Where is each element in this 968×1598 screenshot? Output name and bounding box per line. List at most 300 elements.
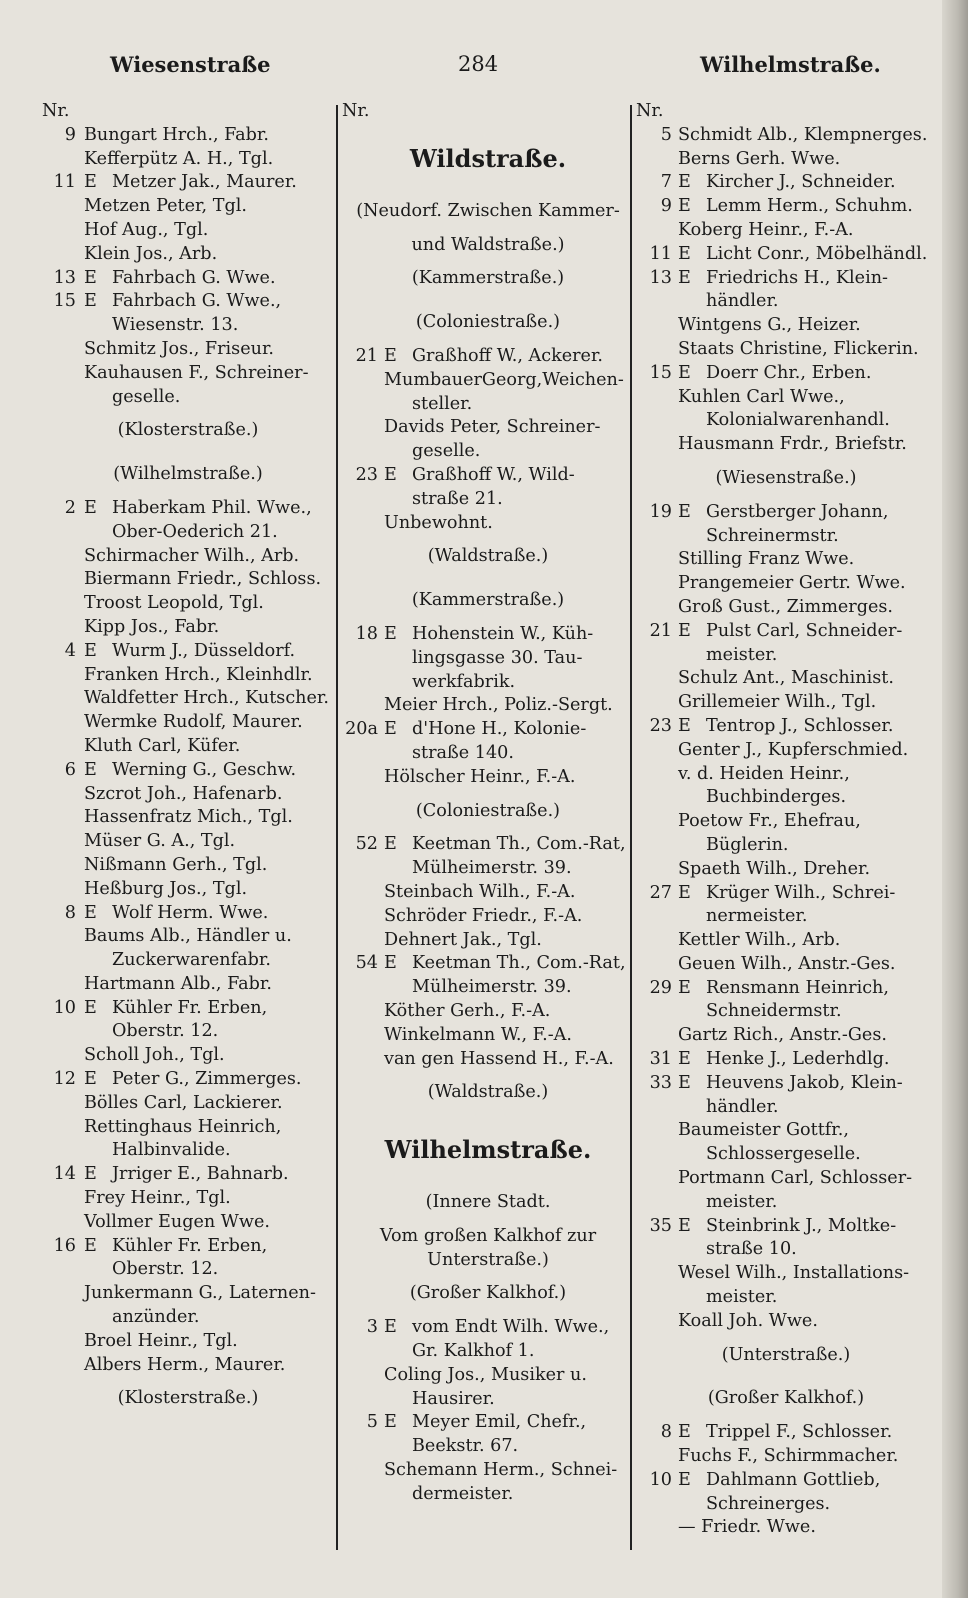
owner-mark: E (678, 1422, 691, 1443)
resident-name: d'Hone H., Kolonie- (412, 719, 587, 740)
resident-name: Wintgens G., Heizer. (678, 315, 861, 336)
resident-entry (636, 691, 936, 715)
house-number: 15 (53, 291, 76, 312)
resident-name: Berns Gerh. Wwe. (678, 148, 841, 169)
continuation-text: Halbinvalide. (112, 1140, 231, 1161)
resident-name: Peter G., Zimmerges. (112, 1069, 302, 1090)
resident-name: Koall Joh. Wwe. (678, 1310, 818, 1331)
resident-name: Schmidt Alb., Klempnerges. (678, 124, 928, 145)
continuation-text: Kolonialwarenhandl. (706, 410, 890, 431)
resident-entry (42, 362, 334, 386)
owner-mark: E (84, 267, 97, 288)
resident-name: Koberg Heinr., F.-A. (678, 219, 854, 240)
resident-name: van gen Hassend H., F.-A. (384, 1048, 614, 1069)
owner-mark: E (678, 1049, 691, 1070)
resident-entry (636, 1167, 936, 1191)
entry-continuation (636, 1191, 936, 1215)
resident-entry (42, 338, 334, 362)
owner-mark: E (84, 1069, 97, 1090)
continuation-text: anzünder. (112, 1307, 200, 1328)
owner-mark: E (678, 977, 691, 998)
resident-name: Vollmer Eugen Wwe. (84, 1211, 270, 1232)
continuation-text: Schreinermstr. (706, 525, 839, 546)
house-entry (42, 124, 334, 148)
continuation-text: dermeister. (412, 1483, 514, 1504)
resident-name: Prangemeier Gertr. Wwe. (678, 573, 906, 594)
house-entry (42, 1068, 334, 1092)
continuation-text: Wiesenstr. 13. (112, 315, 239, 336)
house-entry (42, 902, 334, 926)
owner-mark: E (384, 623, 397, 644)
house-number: 8 (660, 1422, 672, 1443)
resident-name: Kefferpütz A. H., Tgl. (84, 148, 274, 169)
continuation-text: Zuckerwarenfabr. (112, 950, 271, 971)
entry-continuation (342, 976, 634, 1000)
resident-entry (636, 929, 936, 953)
nr-label: Nr. (342, 101, 370, 121)
house-entry (42, 1163, 334, 1187)
continuation-text: Schlossergeselle. (706, 1144, 861, 1165)
house-number: 33 (649, 1072, 672, 1093)
resident-entry (636, 763, 936, 787)
house-entry (42, 290, 334, 314)
entry-continuation (636, 525, 936, 549)
house-number: 27 (649, 882, 672, 903)
resident-name: Spaeth Wilh., Dreher. (678, 858, 871, 879)
resident-name: Wurm J., Düsseldorf. (112, 640, 296, 661)
resident-entry (636, 338, 936, 362)
resident-name: Genter J., Kupferschmied. (678, 739, 909, 760)
resident-entry (636, 572, 936, 596)
entry-continuation (342, 1388, 634, 1412)
resident-name: Staats Christine, Flickerin. (678, 338, 919, 359)
entry-continuation (42, 314, 334, 338)
resident-name: Henke J., Lederhdlg. (706, 1049, 890, 1070)
entry-continuation (342, 857, 634, 881)
resident-entry (42, 711, 334, 735)
street-title: Wilhelmstraße. (384, 1135, 592, 1165)
resident-entry (42, 243, 334, 267)
resident-entry (42, 878, 334, 902)
house-number: 23 (649, 715, 672, 736)
owner-mark: E (678, 715, 691, 736)
house-entry (636, 124, 936, 148)
resident-entry (42, 830, 334, 854)
resident-name: Waldfetter Hrch., Kutscher. (84, 688, 329, 709)
resident-entry (42, 783, 334, 807)
entry-continuation (636, 1238, 936, 1262)
page-edge (942, 0, 968, 1598)
resident-entry (342, 416, 634, 440)
resident-entry (342, 1000, 634, 1024)
owner-mark: E (678, 243, 691, 264)
resident-entry (636, 1310, 936, 1334)
owner-mark: E (678, 362, 691, 383)
house-entry (342, 464, 634, 488)
resident-entry (342, 1024, 634, 1048)
resident-name: Albers Herm., Maurer. (84, 1354, 286, 1375)
resident-entry (42, 735, 334, 759)
resident-name: Meyer Emil, Chefr., (412, 1412, 587, 1433)
resident-name: Kuhlen Carl Wwe., (678, 386, 845, 407)
resident-name: Krüger Wilh., Schrei- (706, 882, 896, 903)
owner-mark: E (384, 834, 397, 855)
entry-continuation (342, 440, 634, 464)
resident-name: Hartmann Alb., Fabr. (84, 973, 272, 994)
owner-mark: E (84, 291, 97, 312)
resident-name: Metzer Jak., Maurer. (112, 172, 297, 193)
resident-name: Geuen Wilh., Anstr.-Ges. (678, 953, 896, 974)
house-entry (42, 267, 334, 291)
resident-entry (636, 1262, 936, 1286)
house-entry (42, 640, 334, 664)
resident-entry (42, 687, 334, 711)
resident-name: Gerstberger Johann, (706, 501, 889, 522)
resident-entry (42, 854, 334, 878)
owner-mark: E (384, 953, 397, 974)
resident-name: Kauhausen F., Schreiner- (84, 362, 309, 383)
house-entry (636, 1072, 936, 1096)
resident-name: Heuvens Jakob, Klein- (706, 1072, 903, 1093)
owner-mark: E (678, 267, 691, 288)
house-number: 35 (649, 1215, 672, 1236)
resident-name: Doerr Chr., Erben. (706, 362, 872, 383)
resident-entry (636, 596, 936, 620)
resident-entry (42, 1354, 334, 1378)
resident-entry (42, 1092, 334, 1116)
resident-entry (42, 592, 334, 616)
house-entry (342, 345, 634, 369)
house-number: 54 (355, 953, 378, 974)
resident-entry (42, 616, 334, 640)
resident-name: Schröder Friedr., F.-A. (384, 905, 583, 926)
resident-entry (42, 806, 334, 830)
owner-mark: E (678, 1469, 691, 1490)
resident-name: Fahrbach G. Wwe. (112, 267, 276, 288)
cross-street: (Neudorf. Zwischen Kammer- (356, 200, 620, 221)
entry-continuation (636, 409, 936, 433)
entry-continuation (42, 949, 334, 973)
continuation-text: händler. (706, 291, 779, 312)
resident-name: Graßhoff W., Wild- (412, 464, 575, 485)
resident-name: Friedrichs H., Klein- (706, 267, 888, 288)
owner-mark: E (84, 759, 97, 780)
resident-entry (342, 369, 634, 393)
continuation-text: meister. (706, 1287, 778, 1308)
resident-entry (342, 694, 634, 718)
house-entry (636, 362, 936, 386)
owner-mark: E (384, 1412, 397, 1433)
house-entry (636, 267, 936, 291)
cross-street: (Klosterstraße.) (117, 1388, 259, 1409)
entry-continuation (636, 786, 936, 810)
entry-continuation (342, 1340, 634, 1364)
house-number: 13 (649, 267, 672, 288)
house-entry (636, 1215, 936, 1239)
resident-entry (42, 545, 334, 569)
resident-name: Grillemeier Wilh., Tgl. (678, 692, 877, 713)
house-number: 23 (355, 464, 378, 485)
owner-mark: E (678, 882, 691, 903)
house-entry (636, 1421, 936, 1445)
house-number: 9 (660, 196, 672, 217)
resident-entry (636, 433, 936, 457)
owner-mark: E (84, 1164, 97, 1185)
resident-name: Metzen Peter, Tgl. (84, 196, 247, 217)
resident-entry (342, 1364, 634, 1388)
resident-entry (42, 1330, 334, 1354)
resident-name: Nißmann Gerh., Tgl. (84, 854, 268, 875)
house-entry (636, 1469, 936, 1493)
resident-name: Kühler Fr. Erben, (112, 997, 268, 1018)
cross-street: (Großer Kalkhof.) (409, 1283, 567, 1304)
continuation-text: Gr. Kalkhof 1. (412, 1341, 535, 1362)
entry-continuation (342, 1483, 634, 1507)
house-number: 10 (53, 997, 76, 1018)
resident-name: Keetman Th., Com.-Rat, (412, 953, 626, 974)
house-entry (342, 1316, 634, 1340)
resident-name: Schirmacher Wilh., Arb. (84, 545, 300, 566)
resident-name: Keetman Th., Com.-Rat, (412, 834, 626, 855)
entry-continuation (636, 1286, 936, 1310)
page-number: 284 (458, 52, 499, 76)
resident-name: Portmann Carl, Schlosser- (678, 1168, 913, 1189)
continuation-text: geselle. (412, 441, 481, 462)
house-entry (342, 1411, 634, 1435)
house-number: 20a (345, 719, 378, 740)
column-3 (636, 100, 936, 1540)
cross-street: (Unterstraße.) (721, 1344, 851, 1365)
nr-label: Nr. (636, 101, 664, 121)
owner-mark: E (84, 497, 97, 518)
house-entry (636, 195, 936, 219)
resident-name: Fahrbach G. Wwe., (112, 291, 282, 312)
resident-entry (342, 1048, 634, 1072)
owner-mark: E (678, 501, 691, 522)
owner-mark: E (84, 997, 97, 1018)
resident-name: Hausmann Frdr., Briefstr. (678, 434, 907, 455)
resident-name: Gartz Rich., Anstr.-Ges. (678, 1025, 887, 1046)
house-number: 5 (366, 1412, 378, 1433)
resident-name: Dehnert Jak., Tgl. (384, 929, 542, 950)
continuation-text: straße 21. (412, 488, 503, 509)
house-number: 7 (660, 172, 672, 193)
continuation-text: Beekstr. 67. (412, 1436, 519, 1457)
entry-continuation (342, 671, 634, 695)
resident-entry (42, 1211, 334, 1235)
cross-street: (Coloniestraße.) (415, 800, 561, 821)
section-note: Vom großen Kalkhof zur (379, 1225, 597, 1246)
cross-street: (Waldstraße.) (427, 1082, 549, 1103)
entry-continuation (636, 1000, 936, 1024)
continuation-text: Buchbinderges. (706, 787, 847, 808)
resident-entry (42, 1187, 334, 1211)
resident-name: Wesel Wilh., Installations- (678, 1263, 910, 1284)
resident-name: Groß Gust., Zimmerges. (678, 596, 893, 617)
resident-name: Kluth Carl, Küfer. (84, 735, 241, 756)
owner-mark: E (84, 640, 97, 661)
entry-continuation (42, 1020, 334, 1044)
house-number: 10 (649, 1469, 672, 1490)
continuation-text: meister. (706, 644, 778, 665)
owner-mark: E (678, 1072, 691, 1093)
house-number: 52 (355, 834, 378, 855)
resident-entry (636, 1516, 936, 1540)
house-number: 6 (64, 759, 76, 780)
entry-continuation (636, 905, 936, 929)
house-entry (636, 171, 936, 195)
house-entry (342, 623, 634, 647)
resident-name: Hölscher Heinr., F.-A. (384, 766, 576, 787)
resident-name: Heßburg Jos., Tgl. (84, 878, 248, 899)
resident-name: Coling Jos., Musiker u. (384, 1364, 587, 1385)
entry-continuation (42, 1139, 334, 1163)
house-entry (342, 833, 634, 857)
resident-entry (636, 1119, 936, 1143)
column-label (636, 100, 936, 124)
entry-continuation (636, 644, 936, 668)
resident-name: Haberkam Phil. Wwe., (112, 497, 312, 518)
resident-entry (42, 148, 334, 172)
resident-entry (636, 386, 936, 410)
entry-continuation (636, 1143, 936, 1167)
resident-name: Wermke Rudolf, Maurer. (84, 712, 303, 733)
resident-name: Hohenstein W., Küh- (412, 623, 594, 644)
resident-name: Stilling Franz Wwe. (678, 549, 855, 570)
continuation-text: händler. (706, 1096, 779, 1117)
house-number: 19 (649, 501, 672, 522)
continuation-text: steller. (412, 393, 473, 414)
house-number: 15 (649, 362, 672, 383)
resident-name: Franken Hrch., Kleinhdlr. (84, 664, 313, 685)
cross-street: (Klosterstraße.) (117, 420, 259, 441)
entry-continuation (342, 742, 634, 766)
house-number: 21 (355, 345, 378, 366)
resident-name: Hof Aug., Tgl. (84, 219, 209, 240)
owner-mark: E (384, 464, 397, 485)
cross-street: (Wiesenstraße.) (715, 467, 857, 488)
resident-name: Winkelmann W., F.-A. (384, 1024, 572, 1045)
resident-entry (342, 929, 634, 953)
resident-entry (636, 810, 936, 834)
resident-entry (42, 664, 334, 688)
street-title: Wildstraße. (409, 143, 567, 173)
column-2 (342, 100, 634, 1507)
resident-name: vom Endt Wilh. Wwe., (412, 1317, 610, 1338)
continuation-text: Mülheimerstr. 39. (412, 977, 572, 998)
continuation-text: Oberstr. 12. (112, 1259, 219, 1280)
resident-entry (42, 973, 334, 997)
resident-name: — Friedr. Wwe. (678, 1517, 816, 1538)
resident-entry (42, 925, 334, 949)
house-number: 12 (53, 1069, 76, 1090)
resident-entry (636, 1445, 936, 1469)
entry-continuation (42, 386, 334, 410)
resident-name: Unbewohnt. (384, 512, 493, 533)
resident-name: Kircher J., Schneider. (706, 172, 896, 193)
resident-entry (636, 548, 936, 572)
house-number: 5 (660, 124, 672, 145)
resident-entry (342, 881, 634, 905)
resident-name: Baumeister Gottfr., (678, 1120, 849, 1141)
house-entry (636, 620, 936, 644)
nr-label: Nr. (42, 101, 70, 121)
resident-name: MumbauerGeorg,Weichen- (384, 369, 624, 390)
owner-mark: E (84, 172, 97, 193)
entry-continuation (42, 1258, 334, 1282)
resident-name: Szcrot Joh., Hafenarb. (84, 783, 283, 804)
continuation-text: lingsgasse 30. Tau- (412, 647, 583, 668)
resident-name: Schmitz Jos., Friseur. (84, 338, 275, 359)
continuation-text: Mülheimerstr. 39. (412, 858, 572, 879)
page-header (0, 52, 940, 92)
running-head-right: Wilhelmstraße. (700, 52, 881, 77)
cross-street: (Kammerstraße.) (411, 590, 565, 611)
owner-mark: E (384, 719, 397, 740)
resident-entry (636, 667, 936, 691)
house-number: 4 (64, 640, 76, 661)
owner-mark: E (384, 1317, 397, 1338)
continuation-text: Schneidermstr. (706, 1001, 842, 1022)
house-entry (42, 1235, 334, 1259)
house-number: 11 (53, 172, 76, 193)
resident-name: Frey Heinr., Tgl. (84, 1188, 231, 1209)
resident-name: Wolf Herm. Wwe. (112, 902, 269, 923)
resident-name: Steinbrink J., Moltke- (706, 1215, 897, 1236)
resident-name: Poetow Fr., Ehefrau, (678, 811, 861, 832)
resident-entry (636, 739, 936, 763)
column-label (342, 100, 634, 124)
continuation-text: nermeister. (706, 906, 808, 927)
house-entry (342, 952, 634, 976)
owner-mark: E (384, 345, 397, 366)
continuation-text: geselle. (112, 386, 181, 407)
resident-entry (636, 1024, 936, 1048)
resident-name: Werning G., Geschw. (112, 759, 297, 780)
continuation-text: werkfabrik. (412, 671, 516, 692)
resident-name: Fuchs F., Schirmmacher. (678, 1446, 899, 1467)
resident-name: Pulst Carl, Schneider- (706, 620, 903, 641)
resident-name: Steinbach Wilh., F.-A. (384, 881, 576, 902)
resident-entry (42, 568, 334, 592)
owner-mark: E (678, 620, 691, 641)
house-number: 31 (649, 1049, 672, 1070)
resident-name: Kettler Wilh., Arb. (678, 930, 841, 951)
resident-name: Jrriger E., Bahnarb. (112, 1164, 289, 1185)
house-entry (636, 1048, 936, 1072)
resident-name: Biermann Friedr., Schloss. (84, 569, 322, 590)
resident-entry (342, 512, 634, 536)
resident-name: Hassenfratz Mich., Tgl. (84, 807, 293, 828)
running-head-left: Wiesenstraße (110, 52, 271, 77)
continuation-text: Hausirer. (412, 1388, 495, 1409)
house-entry (636, 882, 936, 906)
house-entry (42, 171, 334, 195)
resident-name: Dahlmann Gottlieb, (706, 1469, 881, 1490)
house-number: 11 (649, 243, 672, 264)
resident-name: Müser G. A., Tgl. (84, 831, 236, 852)
resident-name: Schulz Ant., Maschinist. (678, 668, 894, 689)
resident-name: Scholl Joh., Tgl. (84, 1045, 225, 1066)
house-entry (42, 497, 334, 521)
cross-street: (Waldstraße.) (427, 546, 549, 567)
entry-continuation (636, 1096, 936, 1120)
owner-mark: E (678, 1215, 691, 1236)
entry-continuation (342, 393, 634, 417)
continuation-text: Büglerin. (706, 834, 789, 855)
house-entry (42, 997, 334, 1021)
continuation-text: Oberstr. 12. (112, 1021, 219, 1042)
